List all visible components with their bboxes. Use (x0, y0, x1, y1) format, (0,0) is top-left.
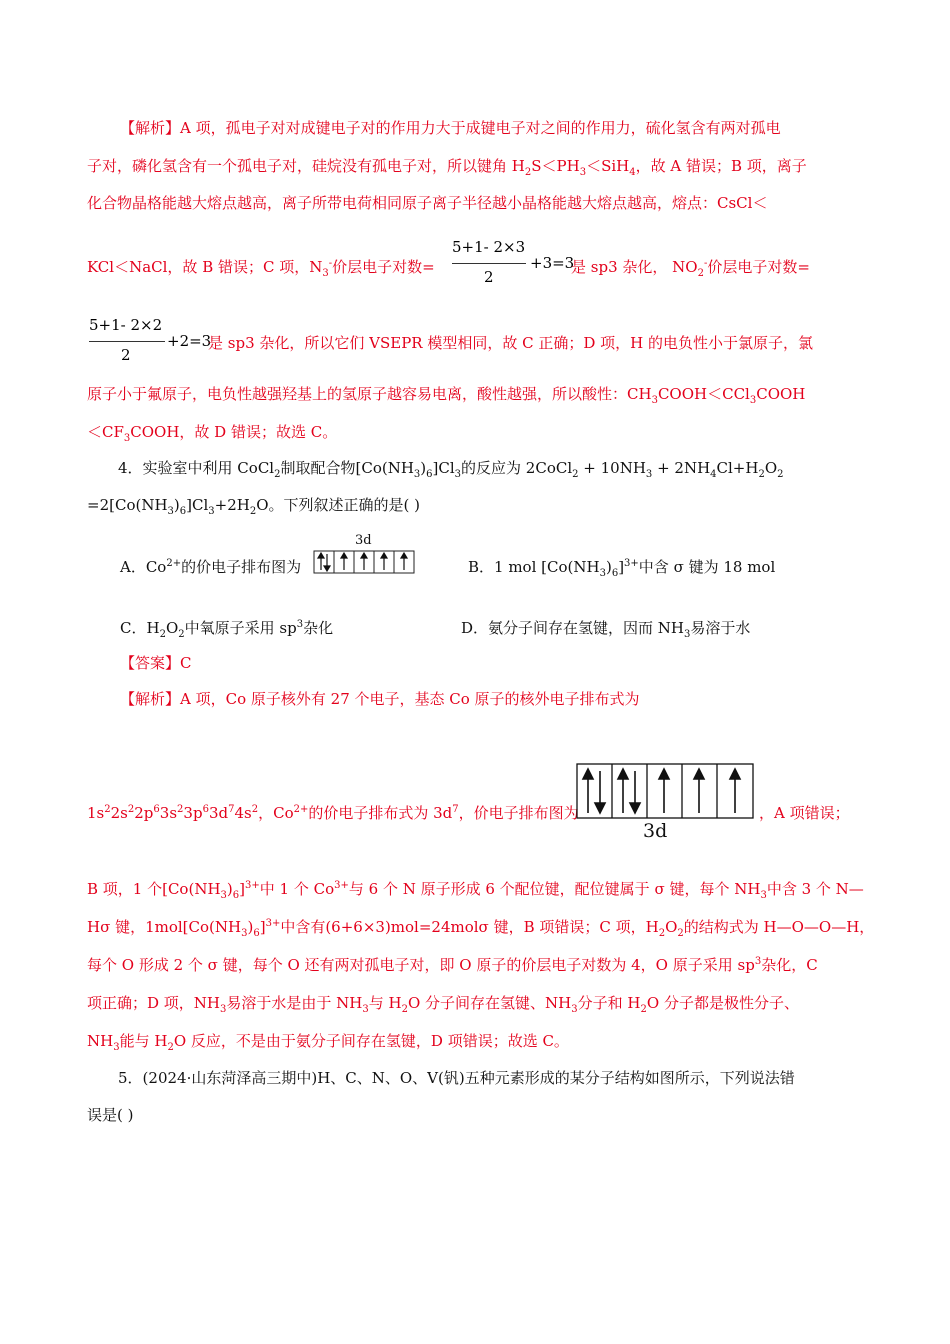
q4-answer: 【答案】C (120, 654, 192, 672)
option-c[interactable]: C．$H_2O_2$中氧原子采用 $sp^3$杂化 (120, 619, 334, 640)
option-d[interactable]: D．氨分子间存在氢键，因而 $NH_3$易溶于水 (461, 619, 751, 640)
option-a-orbital-label: 3d (355, 533, 372, 548)
q3-analysis-line-6: 原子小于氟原子，电负性越强羟基上的氢原子越容易电离，酸性越强，所以酸性：$CH_3COOH<CCl_3COOH$ (87, 385, 806, 406)
q3-analysis-line-3: 化合物晶格能越大熔点越高，离子所带电荷相同原子离子半径越小晶格能越大熔点越高，熔点：CsCl＜ (87, 194, 768, 212)
q4-stem-line-1: 4．实验室中利用 CoCl$_2$制取配合物$[Co(NH_3)_6]Cl_3$的反应为 2CoCl$_2$ + $10NH_3 + 2NH_4Cl+H_2O_2$ (118, 459, 784, 480)
q5-stem-line-2: 误是( ) (87, 1106, 134, 1124)
q4-analysis-line-7: $NH_3$能与 $H_2O$ 反应，不是由于氨分子间存在氢键，D 项错误；故选 C。 (87, 1032, 569, 1053)
analysis-label: 【解析】 (120, 119, 181, 137)
q3-analysis-line-1: 【解析】A 项，孤电子对对成键电子对的作用力大于成键电子对之间的作用力，硫化氢含有两对孤电 (120, 119, 781, 137)
q4-stem-line-2: $=2[Co(NH_3)_6]Cl_3+2H_2O$。下列叙述正确的是( ) (87, 496, 421, 517)
q3-analysis-line-5: 是 sp3 杂化，所以它们 VSEPR 模型相同，故 C 正确；D 项，H 的电负性小于氯原子，氯 (208, 334, 814, 352)
option-b[interactable]: B．1 mol $[Co(NH_3)_6]^{3+}$中含 σ 键为 18 mol (468, 558, 776, 579)
option-a[interactable]: A．$Co^{2+}$的价电子排布图为 (120, 558, 302, 576)
q3-analysis-line-4b: 是 sp3 杂化， $NO_2^-$价层电子对数= (571, 258, 810, 279)
q3-analysis-line-7: $<CF_3COOH$，故 D 错误；故选 C。 (87, 423, 338, 444)
q4-analysis-orbital-diagram (576, 763, 754, 819)
q4-analysis-line-2b: ，A 项错误； (759, 804, 850, 822)
q4-analysis-line-1: 【解析】A 项，Co 原子核外有 27 个电子，基态 Co 原子的核外电子排布式为 (120, 690, 640, 708)
q5-stem-line-1: 5．(2024·山东菏泽高三期中)H、C、N、O、V(钒)五种元素形成的某分子结构如图所示，下列说法错 (118, 1069, 795, 1087)
q3-analysis-line-4a: KCl＜NaCl，故 B 错误；C 项，$N_3^-$价层电子对数= (87, 258, 435, 279)
fraction-n3-tail: +3=3 (530, 254, 575, 272)
q4-analysis-line-6: 项正确；D 项，$NH_3$易溶于水是由于 $NH_3$与 $H_2O$ 分子间存在氢键、$NH_3$分子和 $H_2O$ 分子都是极性分子、 (87, 994, 799, 1015)
q4-analysis-line-2a: $1s^22s^22p^63s^23p^63d^74s^2$，$Co^{2+}$的价电子排布式为 $3d^7$，价电子排布图为 (87, 804, 579, 822)
q4-analysis-line-4: Hσ 键，$1mol[Co(NH_3)_6]^{3+}$中含有(6+6×3)mol=24molσ 键，B 项错误；C 项，$H_2O_2$的结构式为 H—O—O—H， (87, 918, 875, 939)
fraction-no2-tail: +2=3 (167, 332, 212, 350)
option-a-orbital-diagram (313, 550, 415, 574)
q4-analysis-line-3: B 项，1 个$[Co(NH_3)_6]^{3+}$中 1 个 $Co^{3+}$与 6 个 N 原子形成 6 个配位键，配位键属于 σ 键，每个 $NH_3$中含 3 个 N— (87, 880, 864, 901)
q4-analysis-orbital-label: 3d (643, 820, 668, 842)
q3-analysis-line-2: 子对，磷化氢含有一个孤电子对，硅烷没有孤电子对，所以键角 $H_2S<PH_3<SiH_4$，故 A 错误；B 项，离子 (87, 157, 807, 178)
q4-analysis-line-5: 每个 O 形成 2 个 σ 键，每个 O 还有两对孤电子对，即 O 原子的价层电子对数为 4，O 原子采用 $sp^3$杂化，C (87, 956, 818, 974)
analysis-label: 【解析】 (120, 690, 181, 708)
